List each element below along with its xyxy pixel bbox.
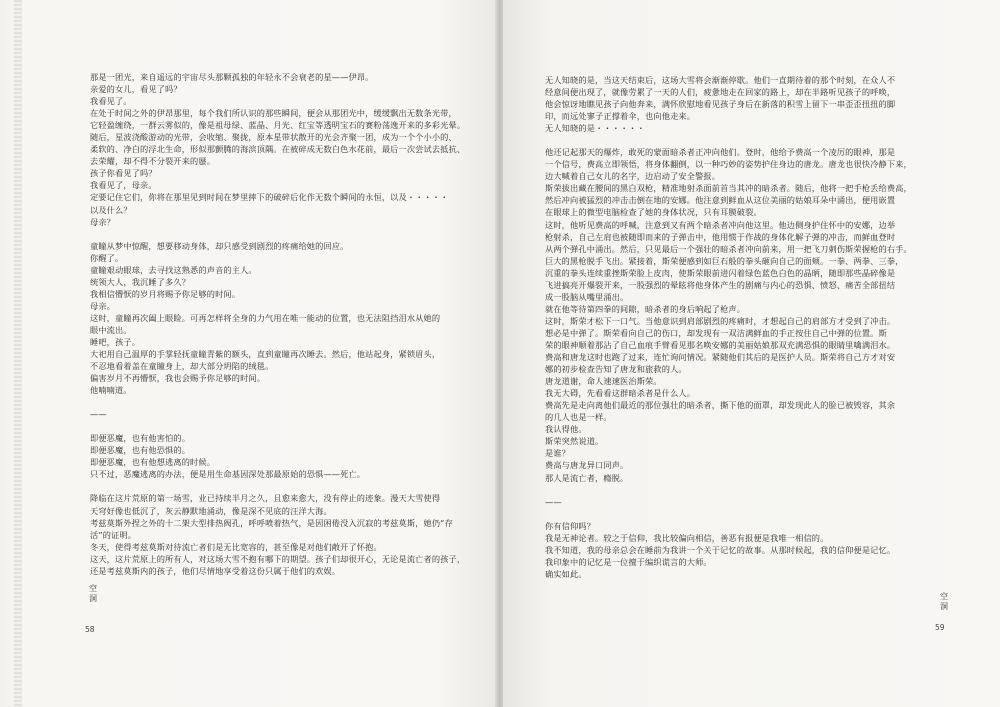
text-line: 这天，这片荒原上的所有人，对这场大雪不抱有哪下的期望。孩子们却很开心，无论是流亡者的孩子， (90, 553, 466, 564)
text-line: 唐龙道谢，命人速速医治斯荣。 (545, 376, 662, 387)
text-line: 睡吧，孩子。 (90, 336, 141, 347)
text-line: —— (545, 496, 562, 507)
text-line: 亲爱的女儿，看见了吗？ (90, 84, 182, 95)
right-page (503, 0, 1000, 707)
text-line: 考兹莫斯外捏之外的十二架大型排热阀孔，呼呼喷着热气，是因困倦没入沉寂的考兹莫斯，她仍“存 (90, 517, 453, 528)
text-line: 一个信号，费高立即领悟，将身体翻倒，以一种巧妙的姿势护住身边的唐龙。唐龙也很快冷静下来， (545, 159, 912, 170)
text-line (90, 420, 465, 432)
left-page (0, 0, 497, 707)
text-line: 边大喊着自己女儿的名字，边启动了安全警报。 (545, 171, 721, 182)
text-line: 大祀用自己温厚的手掌轻抚童瞳青紫的额头，直到童瞳再次睡去。然后，他站起身，紧锁眉头， (90, 349, 441, 360)
text-line: 经意间便出现了，就像劳累了一天的人们，疲惫地走在回家的路上，却在半路听见孩子的呼唤， (545, 87, 896, 98)
text-line: 母亲。 (90, 300, 116, 311)
page-edge (14, 0, 22, 707)
text-line (545, 484, 945, 496)
text-line (545, 508, 945, 520)
text-line: 随后，星波浇酸游动的光带，会收缩、聚拢，原本星带状散开的光会齐聚一团，成为一个个小小的、 (90, 132, 457, 143)
text-line: 确实如此。 (545, 568, 587, 579)
text-line: 的几人也是一样。 (545, 412, 612, 423)
text-line: 我认得他。 (545, 424, 587, 435)
text-line: 天穹好像也低沉了，灰云静默地涌动，像是深不见底的汪洋大海。 (90, 505, 332, 516)
text-line: 只不过，恶魔逃离的办法，便是用生命基因深处那最原始的恐惧——死亡。 (90, 469, 366, 480)
text-line (90, 228, 465, 240)
text-line (545, 134, 945, 146)
text-line: 费高和唐龙这时也跑了过来，连忙询问情况。紧随他们其后的是医护人员。斯荣将自己方才对安 (545, 352, 896, 363)
text-line: 孩子你看见了吗？ (90, 168, 157, 179)
text-line: 柔软的、净白的浮北生命，形似那颤腾的海滨顶隅。在被碎成无数白色水花前，最后一次尝试去抵抗、 (90, 144, 466, 155)
text-line: 飞进搞亮开爆裂开来，一股强烈的晕眩将他身体产生的剧痛与内心的恐惧、愤怒、痛苦全部扭结 (545, 279, 896, 290)
text-line: 去荣耀，却不得不分裂开来的蜃。 (90, 156, 216, 167)
text-line: 以及什么？ (90, 204, 132, 215)
text-line: 降临在这片荒原的第一场雪，业已持续半月之久，且愈来愈大，没有停止的迹象。漫天大雪使得 (90, 493, 441, 504)
text-line: 我无大碍，先看看这群暗杀者是什么人。 (545, 388, 696, 399)
text-line: 统领大人，我沉睡了多久？ (90, 276, 191, 287)
text-line: 是谁？ (545, 448, 571, 459)
text-line: 斯荣突然说道。 (545, 436, 604, 447)
text-line: 荣的眼神顺着那沾了自己血痕手臂看见那名唤安娜的美丽姑娘那双充满恐惧的眼睛里噙满泪水。 (545, 339, 896, 350)
text-line: 这时，他听见费高的呼喊，注意到又有两个暗杀者冲向他这里。他边侧身护住怀中的安娜，边举 (545, 219, 896, 230)
text-line: 沉重的拳头连续重挫斯荣脸上皮肉，使斯荣眼前进闪着绿色蓝色白色的晶昞，随即那些晶碎像是 (545, 267, 896, 278)
text-line: 我相信懵恹的岁月将赐予你足够的时间。 (90, 288, 241, 299)
text-line: 他会惊讶地瞧见孩子向他奔来，满怀欣慰地看见孩子身后在新落的积雪上留下一串歪歪扭扭的脚 (545, 99, 896, 110)
text-line: 我看见了。 (90, 96, 132, 107)
text-line: 活”的证明。 (90, 529, 137, 540)
text-line: 你醒了。 (90, 252, 124, 263)
text-line: 定要记住它们，你将在那里见到时间在梦里摔下的破碎后化作无数个瞬间的永恒，以及・・・・・ (90, 192, 449, 203)
page-number: 59 (935, 623, 945, 632)
text-line: 不忍地看着盖在童瞳身上，却大部分坍陷的绒毯。 (90, 361, 274, 372)
text-line: 即便恶魔，也有他想逃离的时候。 (90, 457, 216, 468)
running-title: 空洞 (89, 584, 97, 603)
text-line: 即便恶魔，也有他恐惧的。 (90, 445, 191, 456)
text-line: —— (90, 409, 107, 420)
text-line: 枪射杀，自己左肩也被随即而来的子弹击中，他用惯于作战的身体化解子弹的冲击，而鲜血登时 (545, 231, 896, 242)
text-line: 从两个弹孔中涌出。然后，只见最后一个强壮的暗杀者冲向前来，用一把飞刀刺伤斯荣握枪的右手。 (545, 243, 912, 254)
text-line: 在眼球上的微型电脑检查了她的身体状况，只有耳膜破裂。 (545, 207, 762, 218)
text-line: 偏害岁月不再懵恹，我也会赐予你足够的时间。 (90, 373, 266, 384)
text-line: 他还记起那天的爆炸，敢死的蒙面暗杀者正冲向他们。登时，他给予费高一个凌厉的眼神，那是 (545, 147, 896, 158)
text-line: 巨大的黑枪脱手飞出。紧接着，斯荣便感到如巨石般的拳头砸向自己的面颊。一拳、两拳、三拳， (545, 255, 904, 266)
running-title: 空洞 (940, 592, 948, 611)
text-line: 成一股脑从嘴里涌出。 (545, 291, 629, 302)
text-line: 眼中流出。 (90, 324, 132, 335)
text-line: 我是无神论者。较之于信仰，我比较偏向相信，善恶有报便是我唯一相信的。 (545, 532, 829, 543)
text-line: 母亲？ (90, 216, 116, 227)
text-line: 然后冲向被猛烈的冲击击倒在地的安娜。他注意到鲜血从这位美丽的姑娘耳朵中涌出，便用嵌置 (545, 195, 896, 206)
text-line: 那人是流亡者，瘾脱。 (545, 472, 629, 483)
text-line: 无人知晓的是・・・・・・ (545, 123, 646, 134)
text-line: 在处于时间之外的伊昂那里，每个我们所认识的那些瞬间，便会从那团光中，缓缓飘出无数条光带， (90, 108, 457, 119)
text-line: 费高与唐龙异口同声。 (545, 460, 629, 471)
text-line: 无人知晓的是，当这天结束后，这场大雪将会渐渐停歇。他们一直期待着的那个时刻，在众人不 (545, 75, 896, 85)
right-page-body (545, 74, 945, 580)
text-line: 费高先是走向离他们最近的那位强壮的暗杀者，撕下他的面罩，却发现此人的脸已被毁容，其余 (545, 400, 896, 411)
text-line: 我印象中的记忆是一位擅于编织谎言的大师。 (545, 556, 712, 567)
text-line: 那是一团光，来自遥远的宇宙尽头那颗孤独的年轻永不会衰老的星——伊昂。 (90, 72, 374, 82)
text-line: 斯荣拔出藏在腰间的黑白双枪，精准地射杀面前首当其冲的暗杀者。随后，他将一把手枪丢给费高， (545, 183, 912, 194)
text-line: 童瞳从梦中惊醒，想要移动身体，却只感受到剧烈的疼痛给她的回应。 (90, 240, 349, 251)
text-line: 还是考兹莫斯内的孩子，他们尽情地享受着这份只属于他们的欢娱。 (90, 565, 341, 576)
page-number: 58 (85, 625, 95, 634)
text-line: 我看见了，母亲。 (90, 180, 157, 191)
text-line: 娜的初步检查告知了唐龙和旅救的人。 (545, 364, 687, 375)
text-line: 我不知道，我的母亲总会在睡前为我讲一个关于记忆的故事。从那时候起，我的信仰便是记忆。 (545, 544, 896, 555)
left-page-body (90, 71, 465, 577)
text-line (90, 396, 465, 408)
text-line: 童瞳艰动眼球，去寻找这熟悉的声音的主人。 (90, 264, 257, 275)
text-line: 冬天，使得考兹莫斯对待流亡者们是无比宽容的，甚至像是对他们敞开了怀抱。 (90, 541, 382, 552)
text-line: 印，而远处寥子正撑着伞，也向他走来。 (545, 111, 696, 122)
text-line: 这时，童瞳再次阖上眼睑。可再怎样将全身的力气用在唯一能动的位置，也无法阻挡泪水从她的 (90, 312, 441, 323)
text-line: 他喃喃道。 (90, 385, 132, 396)
text-line: 即便恶魔，也有他害怕的。 (90, 433, 191, 444)
text-line: 你有信仰吗？ (545, 520, 596, 531)
text-line (90, 480, 465, 492)
text-line: 想必是中弹了。斯荣看向自己的伤口，却发现有一双洁满鲜血的手正按住自己中弹的位置。斯 (545, 327, 887, 338)
text-line: 它轻盈缠绕，一群云雾似的，像是祖母绿、蓝晶、月光、红宝等透明宝石的赛粉荡逸开来的多彩光晕。 (90, 120, 466, 131)
text-line: 就在他等待第四拳的间隙，暗杀者的身后响起了枪声。 (545, 303, 746, 314)
text-line: 这时，斯荣才松下一口气。当他意识到肩部剧烈的疼痛时，才想起自己的肩部方才受到了冲击。 (545, 315, 896, 326)
